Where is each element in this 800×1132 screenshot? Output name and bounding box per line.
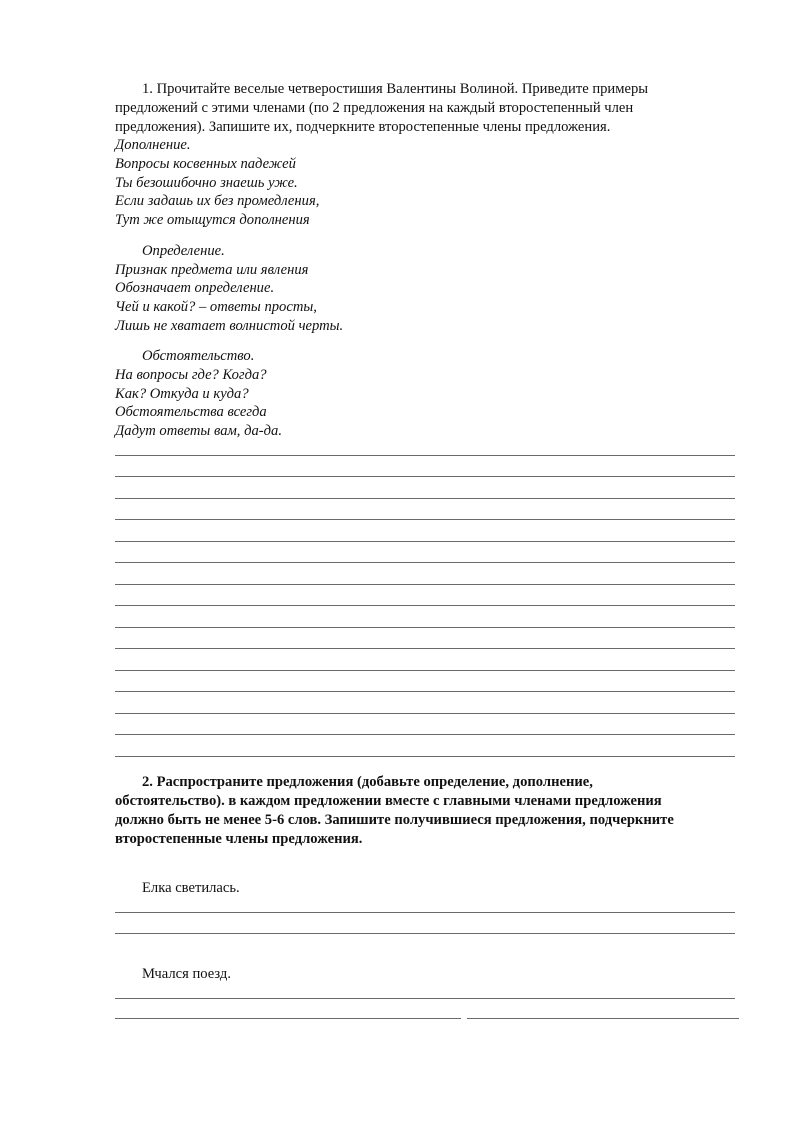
task1-intro-line-2: предложений с этими членами (по 2 предложения на каждый второстепенный член: [115, 100, 634, 116]
poem-line: Дадут ответы вам, да-да.: [115, 423, 282, 439]
task2-intro-line-1: 2. Распространите предложения (добавьте определение, дополнение,: [142, 774, 593, 790]
task2-intro-line-2: обстоятельство). в каждом предложении вместе с главными членами предложения: [115, 793, 662, 809]
answer-line[interactable]: [115, 541, 735, 542]
poem-line: Лишь не хватает волнистой черты.: [115, 318, 344, 334]
sentence-1: Елка светилась.: [142, 880, 240, 896]
answer-line[interactable]: [115, 734, 735, 735]
poem-title-dopolnenie: Дополнение.: [115, 137, 191, 153]
poem-line: На вопросы где? Когда?: [115, 367, 267, 383]
answer-line[interactable]: [115, 498, 735, 499]
answer-line[interactable]: [115, 691, 735, 692]
answer-line[interactable]: [115, 605, 735, 606]
answer-line[interactable]: [115, 933, 735, 934]
poem-line: Обстоятельства всегда: [115, 404, 267, 420]
poem-title-opredelenie: Определение.: [142, 243, 225, 259]
answer-line[interactable]: [115, 627, 735, 628]
poem-line: Вопросы косвенных падежей: [115, 156, 296, 172]
poem-line: Как? Откуда и куда?: [115, 386, 249, 402]
poem-line: Ты безошибочно знаешь уже.: [115, 175, 298, 191]
answer-line[interactable]: [115, 713, 735, 714]
answer-line[interactable]: [115, 756, 735, 757]
task2-intro-line-4: второстепенные члены предложения.: [115, 831, 363, 847]
answer-line[interactable]: [115, 584, 735, 585]
poem-line: Тут же отыщутся дополнения: [115, 212, 310, 228]
answer-line[interactable]: [467, 1018, 739, 1019]
task1-intro-line-3: предложения). Запишите их, подчеркните второстепенные члены предложения.: [115, 119, 611, 135]
poem-line: Чей и какой? – ответы просты,: [115, 299, 317, 315]
poem-title-obstoyatelstvo: Обстоятельство.: [142, 348, 255, 364]
answer-line[interactable]: [115, 670, 735, 671]
answer-line[interactable]: [115, 648, 735, 649]
answer-line[interactable]: [115, 562, 735, 563]
task1-intro-line-1: 1. Прочитайте веселые четверостишия Валентины Волиной. Приведите примеры: [142, 81, 649, 97]
answer-line[interactable]: [115, 1018, 461, 1019]
poem-line: Обозначает определение.: [115, 280, 275, 296]
answer-line[interactable]: [115, 455, 735, 456]
answer-line[interactable]: [115, 998, 735, 999]
task2-intro-line-3: должно быть не менее 5-6 слов. Запишите получившиеся предложения, подчеркните: [115, 812, 674, 828]
answer-line[interactable]: [115, 912, 735, 913]
poem-line: Признак предмета или явления: [115, 262, 309, 278]
answer-line[interactable]: [115, 476, 735, 477]
poem-line: Если задашь их без промедления,: [115, 193, 320, 209]
answer-line[interactable]: [115, 519, 735, 520]
sentence-2: Мчался поезд.: [142, 966, 232, 982]
